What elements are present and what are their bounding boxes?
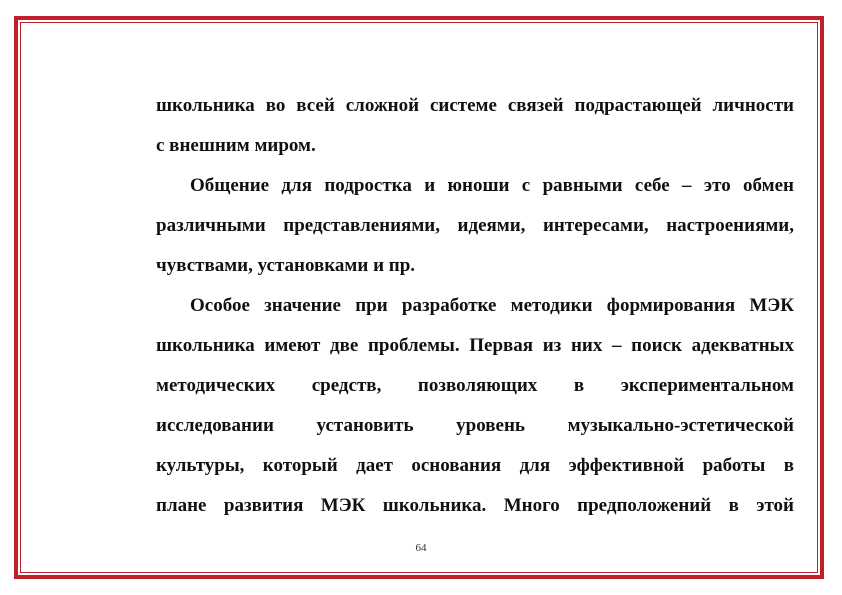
text-line: Особое значение при разработке методики формирования МЭК [190,295,794,316]
text-line: исследовании установить уровень музыкально-эстетической [156,415,794,436]
page-number: 64 [415,542,427,554]
text-line: чувствами, установками и пр. [156,255,416,276]
body-text [156,86,794,526]
text-line: школьника имеют две проблемы. Первая из них – поиск адекватных [156,335,794,356]
text-line: школьника во всей сложной системе связей подрастающей личности [156,95,794,116]
text-line: Общение для подростка и юноши с равными себе – это обмен [190,175,794,196]
text-line: плане развития МЭК школьника. Много предположений в этой [156,495,794,516]
text-line: с внешним миром. [156,135,316,156]
text-line: культуры, который дает основания для эффективной работы в [156,455,794,476]
text-line: методических средств, позволяющих в экспериментальном [156,375,794,396]
text-line: различными представлениями, идеями, интересами, настроениями, [156,215,794,236]
